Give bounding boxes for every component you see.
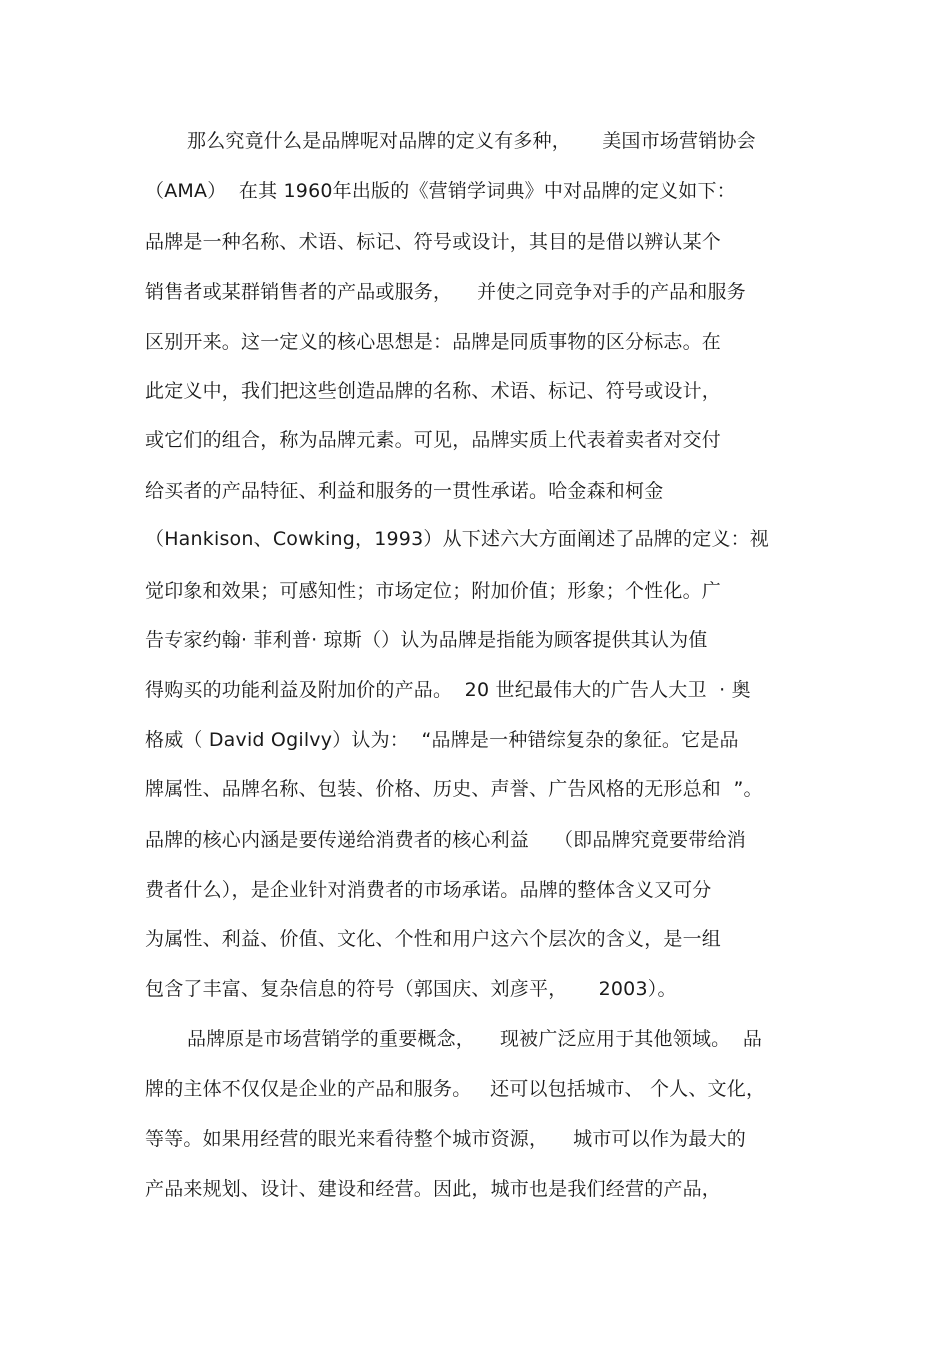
paragraph-1-line: 此定义中，我们把这些创造品牌的名称、术语、标记、符号或设计， <box>145 380 722 402</box>
paragraph-2-line: 品牌原是市场营销学的重要概念， 现被广泛应用于其他领域。 品 <box>187 1028 763 1050</box>
paragraph-1-line: 包含了丰富、复杂信息的符号（郭国庆、刘彦平， 2003）。 <box>145 978 677 1000</box>
paragraph-1-line: 格威（ David Ogilvy）认为： “品牌是一种错综复杂的象征。它是品 <box>145 729 739 751</box>
paragraph-1-line: 给买者的产品特征、利益和服务的一贯性承诺。哈金森和柯金 <box>145 480 664 502</box>
paragraph-1-line: 销售者或某群销售者的产品或服务， 并使之同竞争对手的产品和服务 <box>145 281 746 303</box>
paragraph-1-line: 品牌的核心内涵是要传递给消费者的核心利益 （即品牌究竟要带给消 <box>145 829 746 851</box>
paragraph-2-line: 产品来规划、设计、建设和经营。因此，城市也是我们经营的产品， <box>145 1178 722 1200</box>
paragraph-1-line: 牌属性、品牌名称、包装、价格、历史、声誉、广告风格的无形总和 ”。 <box>145 778 763 800</box>
paragraph-1-line: （Hankison、Cowking，1993）从下述六大方面阐述了品牌的定义：视 <box>145 528 769 550</box>
paragraph-1-line: 觉印象和效果；可感知性；市场定位；附加价值；形象；个性化。广 <box>145 580 722 602</box>
paragraph-1-line: 得购买的功能利益及附加价的产品。 20 世纪最伟大的广告人大卫 · 奥 <box>145 679 751 701</box>
paragraph-1-line: 那么究竟什么是品牌呢对品牌的定义有多种， 美国市场营销协会 <box>187 130 756 152</box>
paragraph-2-line: 牌的主体不仅仅是企业的产品和服务。 还可以包括城市、 个人、文化， <box>145 1078 766 1100</box>
paragraph-1-line: 为属性、利益、价值、文化、个性和用户这六个层次的含义，是一组 <box>145 928 722 950</box>
paragraph-1-line: 费者什么），是企业针对消费者的市场承诺。品牌的整体含义又可分 <box>145 879 712 901</box>
paragraph-1-line: 区别开来。这一定义的核心思想是：品牌是同质事物的区分标志。在 <box>145 331 722 353</box>
paragraph-2-line: 等等。如果用经营的眼光来看待整个城市资源， 城市可以作为最大的 <box>145 1128 746 1150</box>
paragraph-1-line: 告专家约翰· 菲利普· 琼斯（）认为品牌是指能为顾客提供其认为值 <box>145 629 708 651</box>
paragraph-1-line: （AMA） 在其 1960年出版的《营销学词典》中对品牌的定义如下： <box>145 180 736 202</box>
paragraph-1-line: 或它们的组合，称为品牌元素。可见，品牌实质上代表着卖者对交付 <box>145 429 722 451</box>
paragraph-1-line: 品牌是一种名称、术语、标记、符号或设计，其目的是借以辨认某个 <box>145 231 722 253</box>
